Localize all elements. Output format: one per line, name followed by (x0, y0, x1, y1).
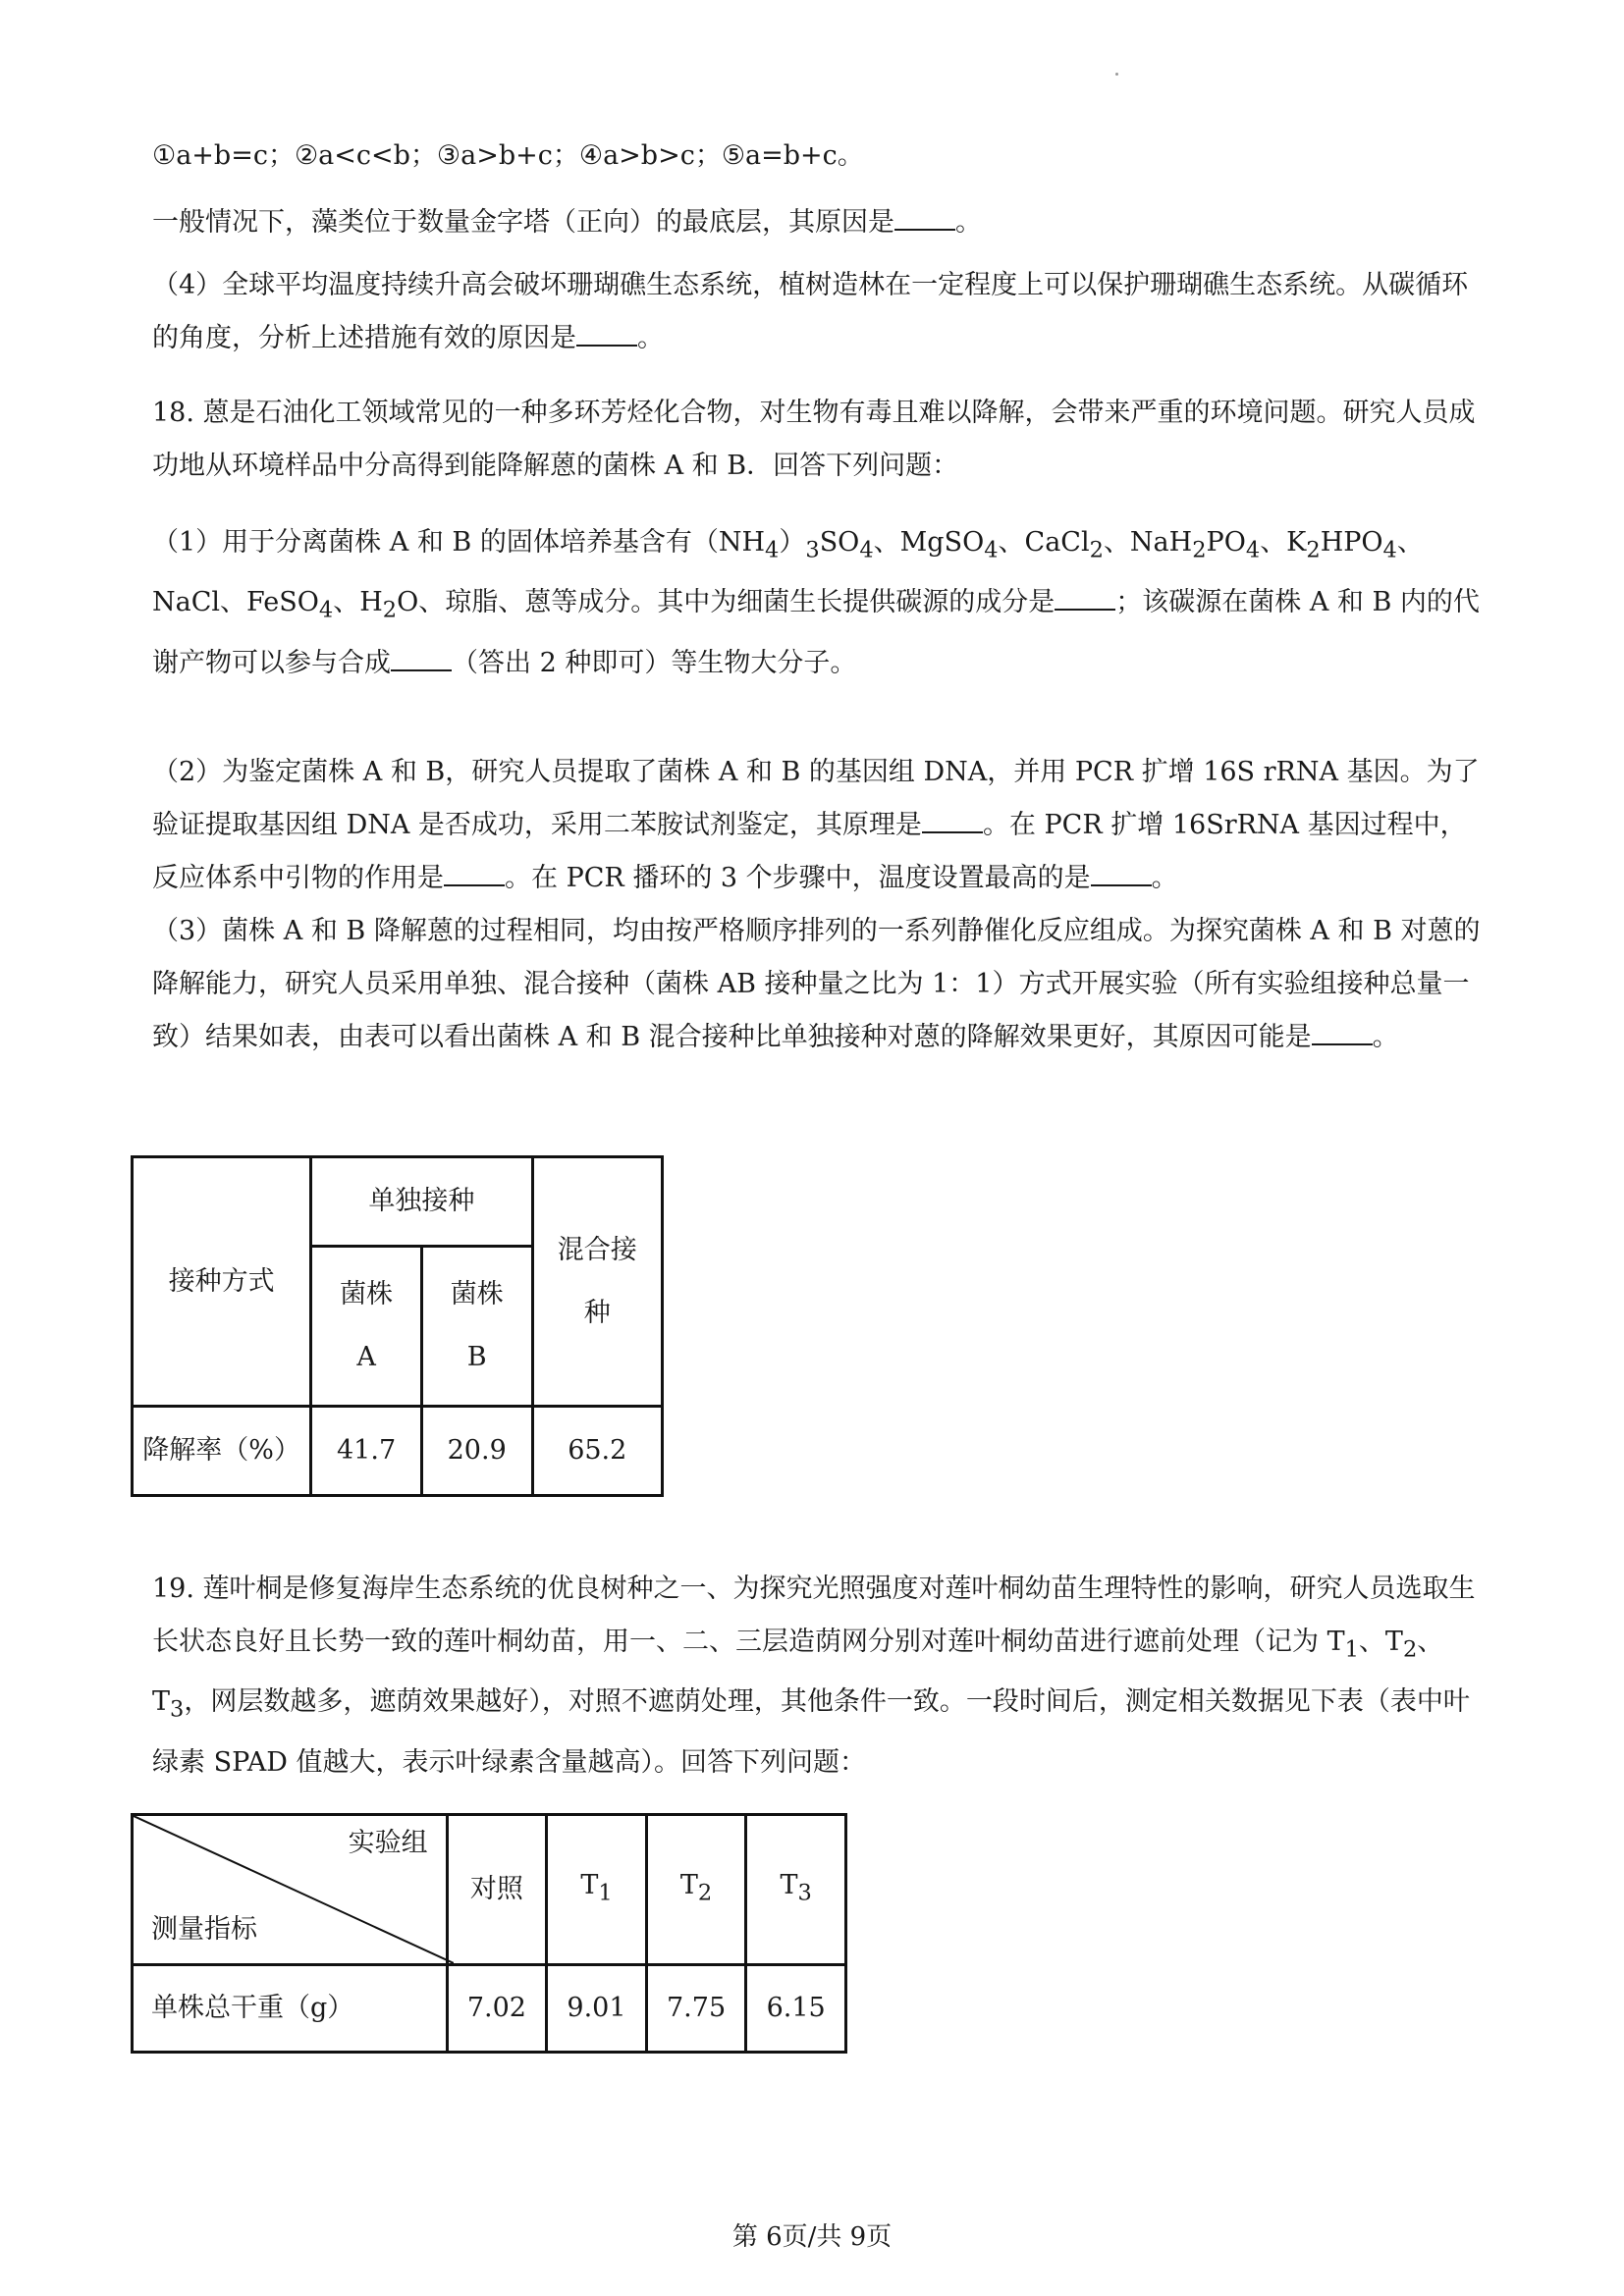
header-t3: $T_3$ (746, 1815, 846, 1965)
cell-control: 7.02 (447, 1965, 547, 2053)
option-list: ①a+b=c；②a<c<b；③a>b+c；④a>b>c；⑤a=b+c。 (152, 140, 864, 171)
header-single: 单独接种 (311, 1157, 532, 1247)
answer-blank[interactable] (1091, 859, 1152, 886)
scan-mark (1115, 73, 1118, 76)
cell-t2: 7.75 (646, 1965, 746, 2053)
header-method: 接种方式 (133, 1157, 311, 1407)
answer-blank[interactable] (1312, 1018, 1373, 1045)
header-mixed: 混合接 种 (532, 1157, 663, 1407)
header-index: 测量指标 (151, 1914, 257, 1945)
question-18-intro: 18. 蒽是石油化工领域常见的一种多环芳烃化合物，对生物有毒且难以降解，会带来严重的环境问题。研究人员成功地从环境样品中分高得到能降解蒽的菌株 A 和 B．回答下列问题： (152, 398, 1476, 481)
answer-blank[interactable] (894, 203, 955, 231)
cell-rate-mixed: 65.2 (532, 1407, 663, 1496)
question-19-intro: 19. 莲叶桐是修复海岸生态系统的优良树种之一、为探究光照强度对莲叶桐幼苗生理特性的影响，研究人员选取生长状态良好且长势一致的莲叶桐幼苗，用一、二、三层造荫网分别对莲叶桐幼苗进行遮前处理（记为 $T_1$、$T_2$、$T_3$，网层数越多，遮荫效果越好），对照不遮荫处理，其他条件一致。一段时间后，测定相关数据见下表（表中叶绿素 SPAD 值越大，表示叶绿素含量越高）。回答下列问题： (152, 1574, 1476, 1778)
shading-table (131, 1813, 847, 2054)
question-17-4: （4）全球平均温度持续升高会破坏珊瑚礁生态系统，植树造林在一定程度上可以保护珊瑚礁生态系统。从碳循环的角度，分析上述措施有效的原因是 。 (152, 270, 1469, 353)
answer-blank[interactable] (391, 644, 452, 671)
header-group: 实验组 (348, 1828, 428, 1858)
answer-blank[interactable] (1055, 583, 1115, 611)
answer-blank[interactable] (444, 859, 505, 886)
question-18-3: （3）菌株 A 和 B 降解蒽的过程相同，均由按严格顺序排列的一系列静催化反应组成。为探究菌株 A 和 B 对蒽的降解能力，研究人员采用单独、混合接种（菌株 AB 接种量之比为 1：1）方式开展实验（所有实验组接种总量一致）结果如表，由表可以看出菌株 A 和 B 混合接种比单独接种对蒽的降解效果更好，其原因可能是 。 (152, 916, 1481, 1052)
page-footer: 第 6页/共 9页 (731, 2222, 893, 2252)
paragraph-algae: 一般情况下，藻类位于数量金字塔（正向）的最底层，其原因是 。 (152, 196, 1488, 249)
degradation-table (131, 1155, 664, 1497)
answer-blank[interactable] (576, 319, 637, 347)
header-t1: $T_1$ (547, 1815, 647, 1965)
header-strain-a: 菌株 A (311, 1247, 422, 1407)
row-label-dry-weight: 单株总干重（g） (133, 1965, 448, 2053)
header-strain-b: 菌株 B (421, 1247, 532, 1407)
cell-t3: 6.15 (746, 1965, 846, 2053)
cell-t1: 9.01 (547, 1965, 647, 2053)
header-t2: $T_2$ (646, 1815, 746, 1965)
answer-blank[interactable] (922, 806, 983, 833)
cell-rate-a: 41.7 (311, 1407, 422, 1496)
diagonal-header-cell (133, 1815, 448, 1965)
question-18-2: （2）为鉴定菌株 A 和 B，研究人员提取了菌株 A 和 B 的基因组 DNA，并用 PCR 扩增 16S rRNA 基因。为了验证提取基因组 DNA 是否成功，采用二苯胺试剂鉴定，其原理是 。在 PCR 扩增 16SrRNA 基因过程中，反应体系中引物的作用是 。在 PCR 播环的 3 个步骤中，温度设置最高的是 。 (152, 757, 1480, 893)
cell-rate-b: 20.9 (421, 1407, 532, 1496)
question-18-1: （1）用于分离菌株 A 和 B 的固体培养基含有$(NH_4)_3SO_4$、MgSO$_4$、CaCl$_2$、$NaH_2PO_4$、$K_2HPO_4$、NaCl、FeSO$_4$、$H_2O$、琼脂、蒽等成分。其中为细菌生长提供碳源的成分是 ；该碳源在菌株 A 和 B 内的代谢产物可以参与合成 （答出 2 种即可）等生物大分子。 (152, 527, 1480, 678)
header-control: 对照 (447, 1815, 547, 1965)
row-label-rate: 降解率（%） (133, 1407, 311, 1496)
